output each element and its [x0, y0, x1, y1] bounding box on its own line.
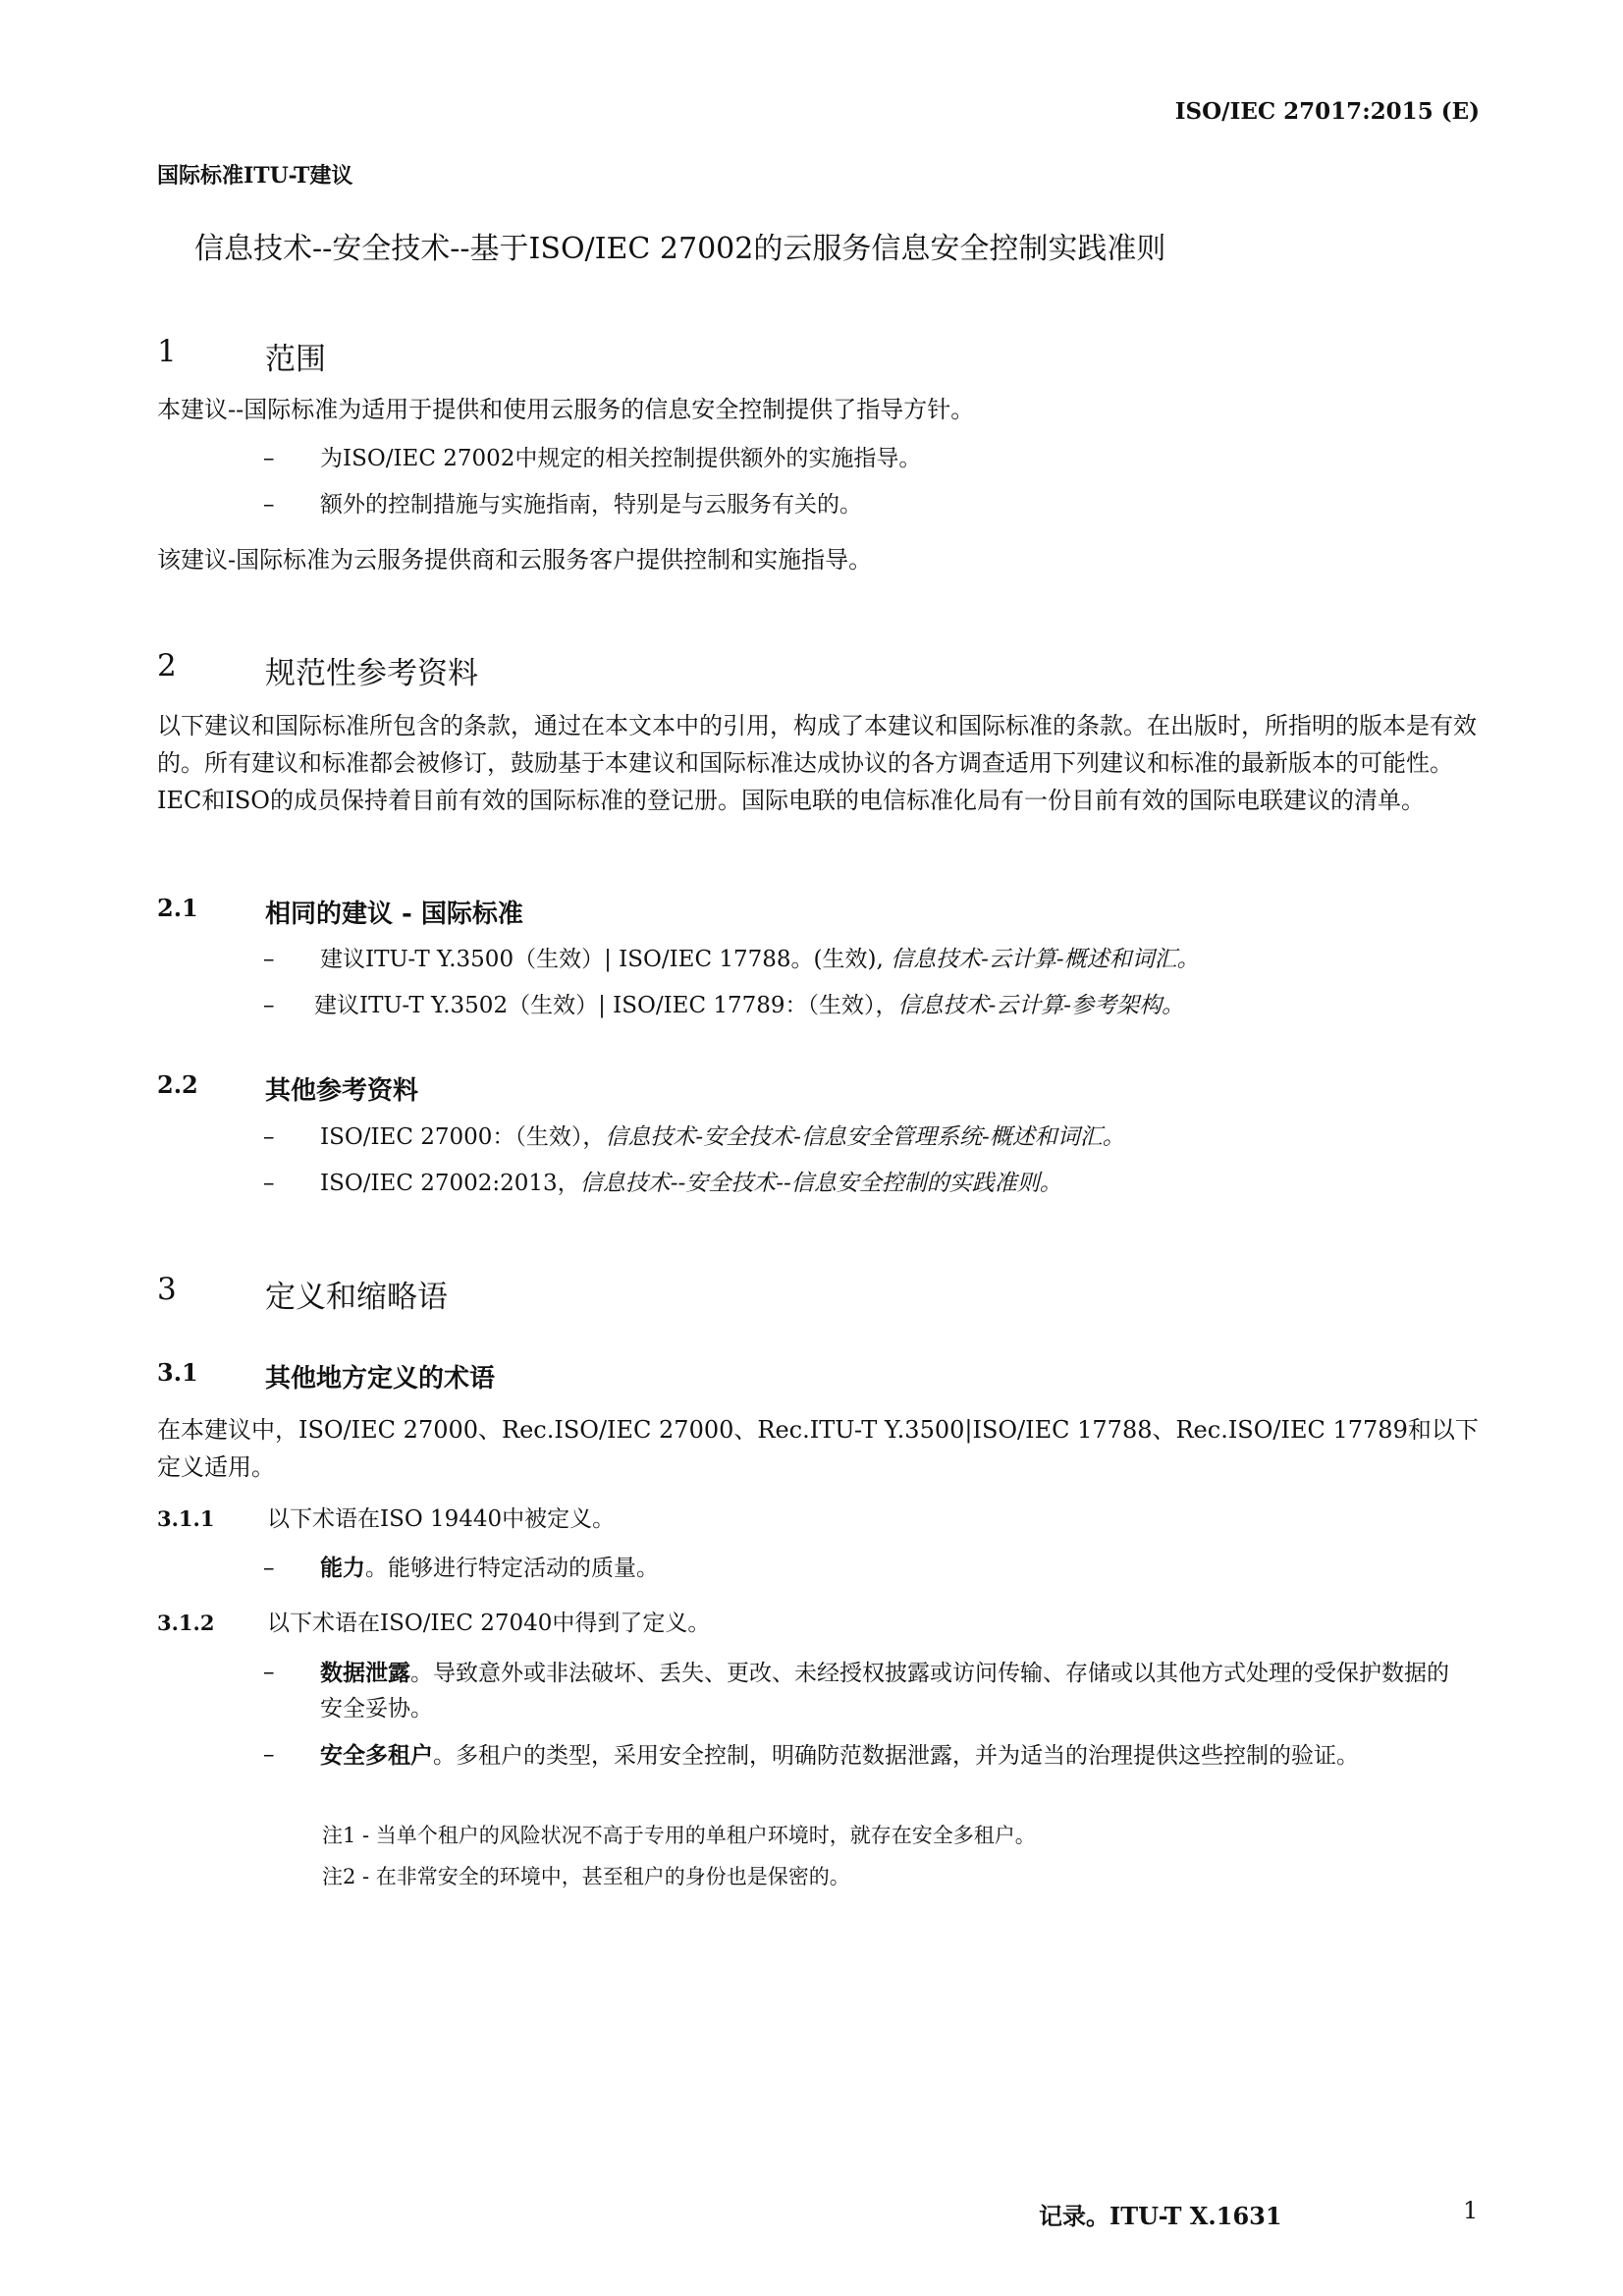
- section-number: 2.1: [157, 894, 198, 922]
- dash-marker: –: [263, 993, 275, 1018]
- section-title: 定义和缩略语: [265, 1280, 448, 1315]
- section-number: 2.2: [157, 1070, 198, 1099]
- reference-title: 信息技术-安全技术-信息安全管理系统-概述和词汇。: [605, 1124, 1125, 1150]
- definition: 。能够进行特定活动的质量。: [365, 1556, 659, 1581]
- document-title: 信息技术--安全技术--基于ISO/IEC 27002的云服务信息安全控制实践准则: [194, 232, 1166, 266]
- definition-item: [263, 1656, 1481, 1734]
- section-3-1-intro: 在本建议中，ISO/IEC 27000、Rec.ISO/IEC 27000、Rec.ITU-T Y.3500|ISO/IEC 17788、Rec.ISO/IEC 17789和以下定义适用。: [157, 1416, 1479, 1481]
- section-1-intro: 本建议--国际标准为适用于提供和使用云服务的信息安全控制提供了指导方针。: [157, 396, 975, 423]
- dash-marker: –: [263, 1742, 275, 1768]
- list-item-text: 为ISO/IEC 27002中规定的相关控制提供额外的实施指导。: [320, 446, 922, 471]
- reference-title: 信息技术-云计算-参考架构。: [897, 993, 1185, 1018]
- dash-marker: –: [263, 1660, 275, 1685]
- term: 能力: [320, 1555, 365, 1581]
- dash-marker: –: [263, 1556, 275, 1581]
- series-label: 国际标准ITU-T建议: [157, 163, 353, 189]
- section-number: 1: [157, 334, 177, 369]
- section-2-body: 以下建议和国际标准所包含的条款，通过在本文本中的引用，构成了本建议和国际标准的条款。在出版时，所指明的版本是有效的。所有建议和标准都会被修订，鼓励基于本建议和国际标准达成协议的各方调查适用下列建议和标准的最新版本的可能性。IEC和ISO的成员保持着目前有效的国际标准的登记册。国际电联的电信标准化局有一份目前有效的国际电联建议的清单。: [157, 712, 1477, 814]
- dash-marker: –: [263, 1171, 275, 1196]
- term: 安全多租户: [320, 1742, 433, 1769]
- section-number: 2: [157, 648, 177, 683]
- section-number: 3: [157, 1272, 177, 1307]
- note: 注1 - 当单个租户的风险状况不高于专用的单租户环境时，就存在安全多租户。: [322, 1824, 1036, 1847]
- section-number: 3.1: [157, 1358, 198, 1387]
- section-1-outro: 该建议-国际标准为云服务提供商和云服务客户提供控制和实施指导。: [157, 546, 873, 574]
- dash-marker: –: [263, 1124, 275, 1150]
- clause-3-1-2: [157, 1607, 1492, 1640]
- note: 注2 - 在非常安全的环境中，甚至租户的身份也是保密的。: [322, 1865, 850, 1888]
- reference-plain: ISO/IEC 27000：（生效），: [320, 1124, 606, 1150]
- section-title: 范围: [265, 342, 326, 377]
- reference-plain: 建议ITU-T Y.3500（生效）| ISO/IEC 17788。(生效),: [320, 947, 892, 972]
- clause-3-1-1: [157, 1503, 1492, 1536]
- dash-marker: –: [263, 947, 275, 972]
- document-id: ISO/IEC 27017:2015 (E): [1174, 98, 1480, 125]
- clause-number: 3.1.2: [157, 1611, 215, 1635]
- reference-plain: ISO/IEC 27002:2013，: [320, 1171, 580, 1196]
- page-number: 1: [1463, 2197, 1479, 2224]
- definition-item: [263, 1738, 1481, 1817]
- footer-reference: 记录。ITU-T X.1631: [1039, 2202, 1282, 2230]
- section-title: 相同的建议 - 国际标准: [265, 900, 523, 929]
- reference-title: 信息技术--安全技术--信息安全控制的实践准则。: [579, 1171, 1062, 1196]
- list-item-text: 额外的控制措施与实施指南，特别是与云服务有关的。: [320, 492, 862, 518]
- reference-title: 信息技术-云计算-概述和词汇。: [891, 947, 1200, 972]
- clause-text: 以下术语在ISO 19440中被定义。: [267, 1506, 616, 1532]
- section-title: 规范性参考资料: [265, 656, 478, 691]
- definition: 。多租户的类型，采用安全控制，明确防范数据泄露，并为适当的治理提供这些控制的验证。: [433, 1743, 1359, 1769]
- clause-text: 以下术语在ISO/IEC 27040中得到了定义。: [267, 1611, 711, 1636]
- term: 数据泄露: [320, 1660, 410, 1686]
- definition: 。导致意外或非法破坏、丢失、更改、未经授权披露或访问传输、存储或以其他方式处理的受保护数据的安全妥协。: [320, 1661, 1449, 1722]
- section-title: 其他地方定义的术语: [265, 1364, 496, 1394]
- dash-marker: –: [263, 492, 275, 518]
- clause-number: 3.1.1: [157, 1506, 215, 1531]
- reference-plain: 建议ITU-T Y.3502（生效）| ISO/IEC 17789：（生效），: [314, 993, 898, 1018]
- section-title: 其他参考资料: [265, 1076, 419, 1106]
- dash-marker: –: [263, 446, 275, 471]
